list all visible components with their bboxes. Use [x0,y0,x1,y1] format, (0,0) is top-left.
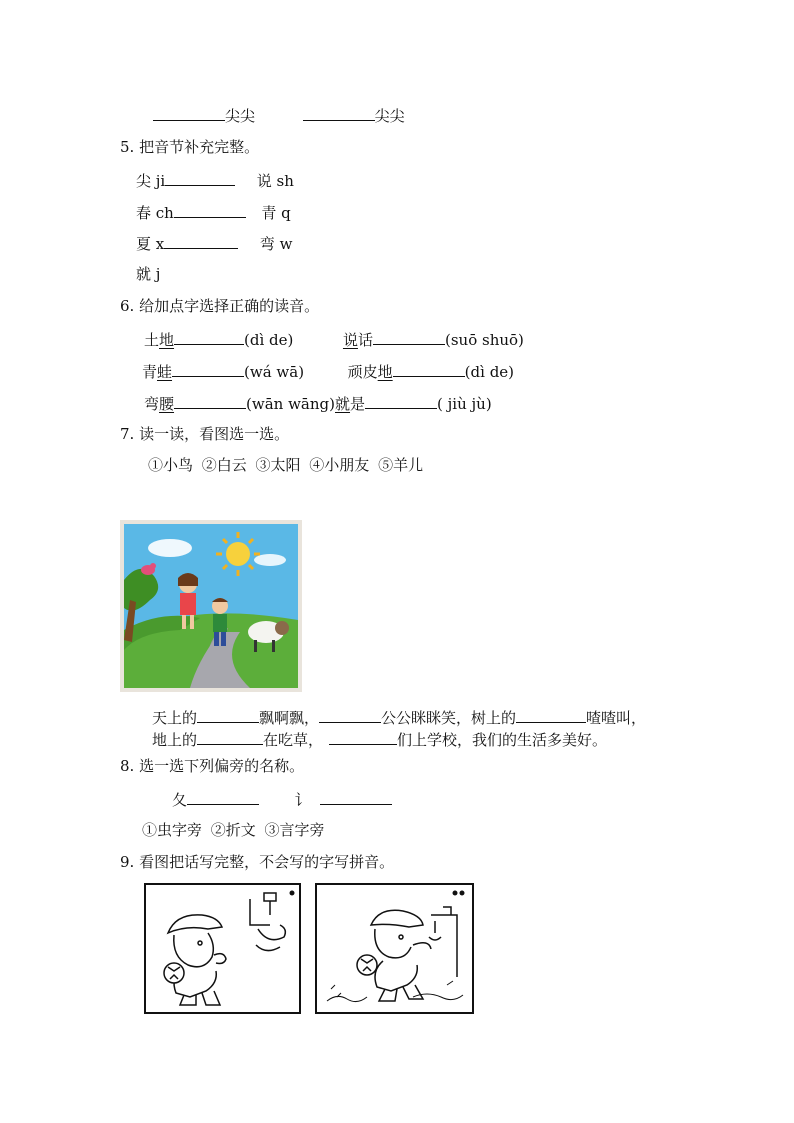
answer-blank[interactable] [153,104,225,121]
boy-with-ball-icon [164,915,226,1005]
answer-blank[interactable] [172,360,244,377]
boy-at-faucet-icon [357,910,431,1001]
q6-row-3: 弯腰 (wān wāng)就是 ( jiù jù) [144,392,492,414]
answer-blank[interactable] [373,328,445,345]
q5-row-3: 夏 x 弯 w [136,232,292,254]
q8-title: 8. 选一选下列偏旁的名称。 [120,757,305,775]
answer-blank[interactable] [174,201,246,218]
q8-options: ①虫字旁 ②折文 ③言字旁 [142,821,325,839]
q6-row-2: 青蛙 (wá wā) 顽皮地 (dì de) [142,360,514,382]
q6-title: 6. 给加点字选择正确的读音。 [120,297,320,315]
park-illustration [120,520,302,692]
q5-row-4: 就 j [136,265,161,283]
q7-sentence-1: 天上的 飘啊飘， 公公眯眯笑，树上的 喳喳叫， [152,706,646,728]
q9-title: 9. 看图把话写完整，不会写的字写拼音。 [120,853,395,871]
q7-title: 7. 读一读，看图选一选。 [120,425,290,443]
answer-blank[interactable] [174,328,244,345]
answer-blank[interactable] [320,788,392,805]
q7-options: ①小鸟 ②白云 ③太阳 ④小朋友 ⑤羊儿 [148,456,424,474]
answer-blank[interactable] [164,232,238,249]
q5-row-1: 尖 ji 说 sh [136,169,294,191]
answer-blank[interactable] [365,392,437,409]
answer-blank[interactable] [174,392,246,409]
answer-blank[interactable] [197,728,263,745]
faucet-icon [429,907,457,977]
q5-title: 5. 把音节补充完整。 [120,138,260,156]
faucet-icon [250,893,285,951]
answer-blank[interactable] [303,104,375,121]
q4-tail-line: 尖尖 尖尖 [153,104,405,126]
q7-sentence-2: 地上的 在吃草， 们上学校，我们的生活多美好。 [152,728,607,750]
answer-blank[interactable] [329,728,397,745]
q8-row: 夂 讠 [172,788,392,810]
answer-blank[interactable] [319,706,381,723]
answer-blank[interactable] [187,788,259,805]
q6-row-1: 土地 (dì de) 说话 (suō shuō) [144,328,524,350]
answer-blank[interactable] [197,706,259,723]
answer-blank[interactable] [516,706,586,723]
answer-blank[interactable] [393,360,465,377]
picture-frame-1 [144,883,301,1014]
answer-blank[interactable] [165,169,235,186]
q5-row-2: 春 ch 青 q [136,201,291,223]
picture-frame-2 [315,883,474,1014]
